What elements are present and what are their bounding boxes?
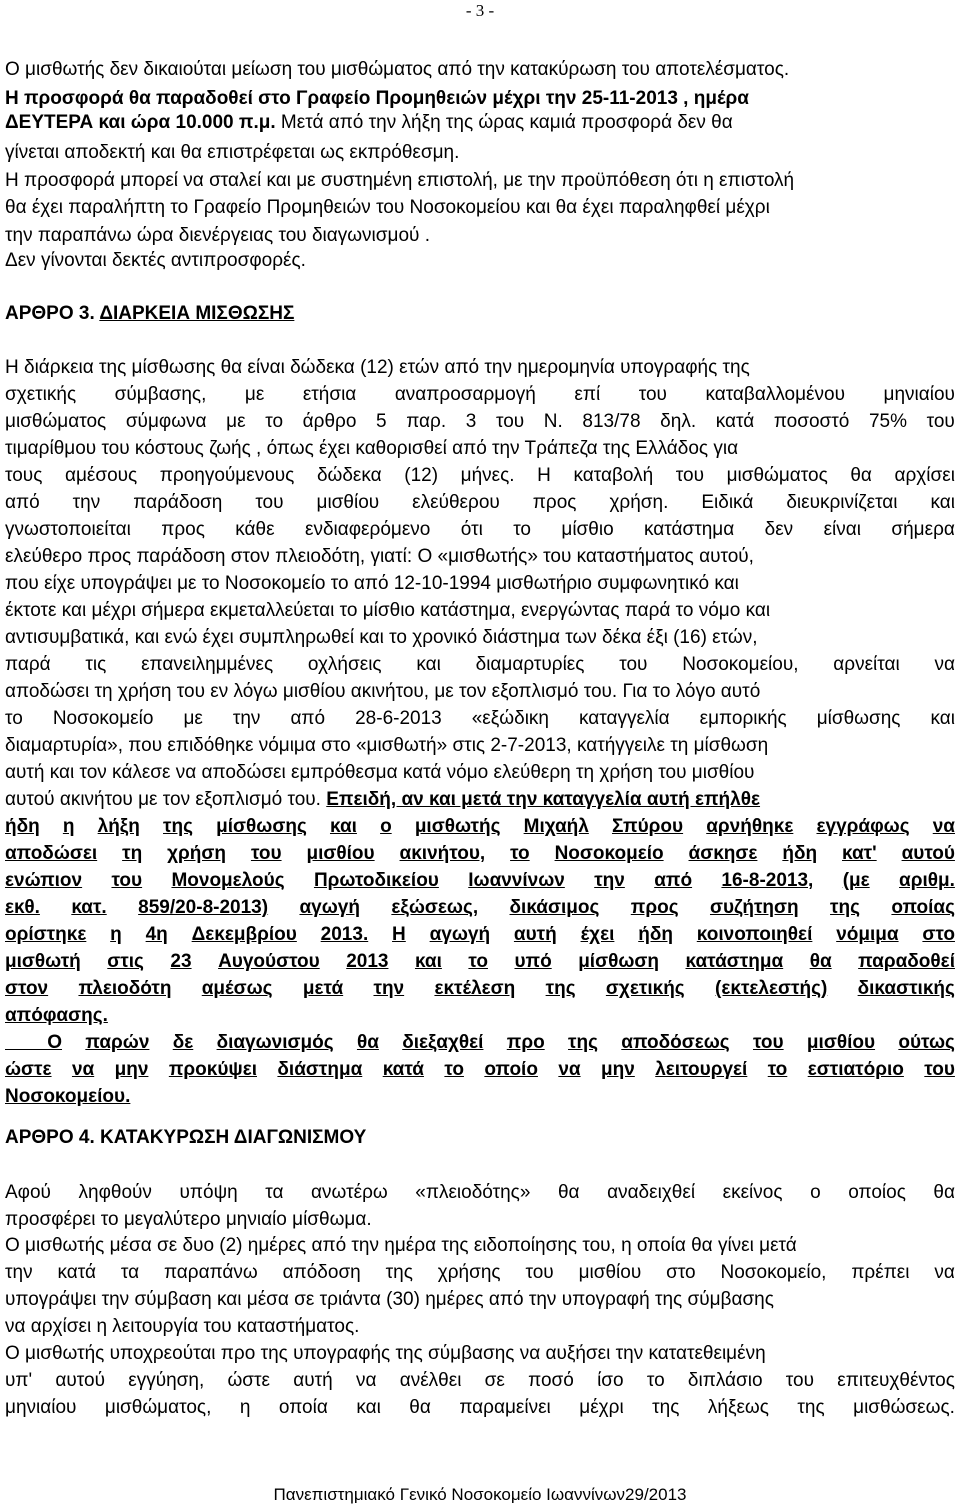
word: υπόψη bbox=[179, 1182, 238, 1203]
text-segment: αυτού ακινήτου με τον εξοπλισμό του. bbox=[5, 789, 327, 810]
word: το bbox=[646, 1370, 665, 1391]
word: 28-6-2013 bbox=[355, 708, 442, 729]
word: της bbox=[830, 897, 861, 918]
word: μηνιαίου bbox=[5, 1397, 77, 1418]
word: να bbox=[71, 1059, 95, 1080]
word: Αυγούστου bbox=[218, 951, 320, 972]
word: διάστημα bbox=[277, 1059, 363, 1080]
word: το bbox=[510, 843, 530, 864]
word: σύμφωνα bbox=[125, 411, 207, 432]
text-line: υπογράψει την σύμβαση και μέσα σε τριάντα (30) ημέρες από την υπογραφή της σύμβασης bbox=[5, 1289, 774, 1310]
word: σύμβασης, bbox=[114, 384, 207, 405]
word: κατά bbox=[715, 411, 755, 432]
word: 23 bbox=[170, 951, 192, 972]
word: μίσθωση bbox=[578, 951, 660, 972]
word: κατά bbox=[382, 1059, 424, 1080]
word: 813/78 bbox=[582, 411, 641, 432]
word: και bbox=[416, 654, 441, 675]
word: παρά bbox=[5, 654, 51, 675]
word: από bbox=[5, 492, 40, 513]
text-line bbox=[5, 869, 955, 893]
word: αποδόσεως bbox=[621, 1032, 730, 1053]
word: μίσθιο bbox=[561, 519, 614, 540]
word: διαμαρτυρίες bbox=[475, 654, 585, 675]
word: υπ' bbox=[5, 1370, 33, 1391]
word: ούτως bbox=[898, 1032, 955, 1053]
word: αμέσως bbox=[201, 978, 273, 999]
text-line bbox=[5, 302, 294, 326]
word: άσκησε bbox=[688, 843, 758, 864]
word: σε bbox=[484, 1370, 505, 1391]
word: σχετικής bbox=[5, 384, 77, 405]
word: του bbox=[255, 492, 284, 513]
word: εστιατόριο bbox=[807, 1059, 904, 1080]
word: αρχίσει bbox=[894, 465, 955, 486]
word: παρ. bbox=[406, 411, 447, 432]
word: δεν bbox=[764, 519, 794, 540]
word: εκτέλεση bbox=[434, 978, 516, 999]
text-line bbox=[5, 464, 955, 488]
text-line: Δεν γίνονται δεκτές αντιπροσφορές. bbox=[5, 250, 306, 271]
text-line: Ο μισθωτής δεν δικαιούται μείωση του μισθώματος από την κατακύρωση του αποτελέσματος. bbox=[5, 59, 790, 80]
word: οποία bbox=[278, 1397, 328, 1418]
word: ορίστηκε bbox=[5, 924, 87, 945]
word: ελεύθερου bbox=[412, 492, 500, 513]
word: και bbox=[930, 492, 955, 513]
word: κατ' bbox=[842, 843, 877, 864]
text-line bbox=[5, 896, 955, 920]
word: με bbox=[244, 384, 265, 405]
word: Η bbox=[392, 924, 406, 945]
text-line bbox=[5, 815, 955, 839]
word: αυτή bbox=[293, 1370, 333, 1391]
word: γνωστοποιείται bbox=[5, 519, 131, 540]
word: παράδοση bbox=[133, 492, 223, 513]
word: κατάστημα bbox=[644, 519, 735, 540]
text-line: Η προσφορά θα παραδοθεί στο Γραφείο Προμηθειών μέχρι την 25-11-2013 , ημέρα bbox=[5, 88, 749, 109]
word: τις bbox=[85, 654, 107, 675]
text-line bbox=[5, 788, 760, 812]
word: την bbox=[5, 1262, 33, 1283]
text-line: θα έχει παραλήπτη το Γραφείο Προμηθειών του Νοσοκομείου και θα έχει παραληφθεί μέχρι bbox=[5, 197, 770, 218]
word: αμέσους bbox=[64, 465, 138, 486]
word: υπό bbox=[514, 951, 552, 972]
text-line: Ο μισθωτής υποχρεούται προ της υπογραφής της σύμβασης να αυξήσει την κατατεθειμένη bbox=[5, 1343, 766, 1364]
word: ποσό bbox=[528, 1370, 574, 1391]
word: διεξαχθεί bbox=[402, 1032, 484, 1053]
word: άρθρο bbox=[302, 411, 357, 432]
word: θα bbox=[356, 1032, 379, 1053]
word: και bbox=[329, 816, 357, 837]
word: να bbox=[932, 816, 955, 837]
word: «εξώδικη bbox=[471, 708, 549, 729]
text-line: αυτή και τον κάλεσε να αποδώσει εμπρόθεσμα κατά νόμο ελεύθερη τη χρήση του μισθίου bbox=[5, 762, 755, 783]
word: το bbox=[468, 951, 488, 972]
text-line: που είχε υπογράψει με το Νοσοκομείο το από 12-10-1994 μισθωτήριο συμφωνητικό και bbox=[5, 573, 739, 594]
text-segment: ΑΡΘΡΟ 3. bbox=[5, 303, 100, 324]
text-line: Ο μισθωτής μέσα σε δυο (2) ημέρες από την ημέρα της ειδοποίησης του, η οποία θα γίνει μετά bbox=[5, 1235, 797, 1256]
word: παραπάνω bbox=[163, 1262, 258, 1283]
word: Αφού bbox=[5, 1182, 51, 1203]
text-line bbox=[5, 383, 955, 407]
word: δικαστικής bbox=[857, 978, 955, 999]
word: σχετικής bbox=[605, 978, 685, 999]
word: μισθωτής bbox=[414, 816, 501, 837]
word: 859/20-8-2013) bbox=[138, 897, 269, 918]
word: ήδη bbox=[5, 816, 40, 837]
text-segment: ΔΕΥΤΕΡΑ και ώρα 10.000 π.μ. bbox=[5, 112, 276, 133]
word: της bbox=[652, 1397, 680, 1418]
word: του bbox=[495, 411, 525, 432]
word: εγγράφως bbox=[816, 816, 910, 837]
word: εγγύηση, bbox=[128, 1370, 205, 1391]
text-line bbox=[5, 111, 733, 135]
word: ενδιαφερόμενο bbox=[304, 519, 431, 540]
word: Νοσοκομείο bbox=[554, 843, 664, 864]
word: Σπύρου bbox=[611, 816, 684, 837]
word: αγωγή bbox=[299, 897, 360, 918]
word: να bbox=[934, 1262, 955, 1283]
word: ο bbox=[380, 816, 392, 837]
word: της bbox=[385, 1262, 413, 1283]
word: μισθίου bbox=[316, 492, 380, 513]
word: εκείνος bbox=[722, 1182, 783, 1203]
word: ποσοστό bbox=[773, 411, 850, 432]
text-line: έκτοτε και μέχρι σήμερα εκμεταλλεύεται το μίσθιο κατάστημα, ενεργώντας παρά το νόμο και bbox=[5, 600, 771, 621]
word: Ειδικά bbox=[701, 492, 754, 513]
text-line: την παραπάνω ώρα διενέργειας του διαγωνισμού . bbox=[5, 225, 430, 246]
word: στο bbox=[666, 1262, 696, 1283]
word: οχλήσεις bbox=[307, 654, 382, 675]
word: οποίο bbox=[484, 1059, 538, 1080]
word: του bbox=[619, 654, 648, 675]
word: απόδοση bbox=[282, 1262, 361, 1283]
word: αυτού bbox=[55, 1370, 105, 1391]
word: ανωτέρω bbox=[311, 1182, 388, 1203]
word: της bbox=[797, 1397, 825, 1418]
word: «πλειοδότης» bbox=[415, 1182, 531, 1203]
text-line bbox=[5, 410, 955, 434]
word: πρέπει bbox=[851, 1262, 910, 1283]
text-line: Η προσφορά μπορεί να σταλεί και με συστημένη επιστολή, με την προϋπόθεση ότι η επιστολή bbox=[5, 170, 795, 191]
word: προ bbox=[506, 1032, 545, 1053]
word: ήδη bbox=[638, 924, 673, 945]
word: κατ. bbox=[71, 897, 107, 918]
word: το bbox=[444, 1059, 464, 1080]
word: Ιωαννίνων bbox=[468, 870, 565, 891]
word: Η bbox=[537, 465, 551, 486]
word: διευκρινίζεται bbox=[786, 492, 898, 513]
word: μετά bbox=[302, 978, 344, 999]
word: αριθμ. bbox=[899, 870, 955, 891]
word: τους bbox=[5, 465, 43, 486]
word: Νοσοκομείο, bbox=[720, 1262, 827, 1283]
word: να bbox=[355, 1370, 377, 1391]
word: μισθίου bbox=[578, 1262, 642, 1283]
text-line bbox=[5, 1058, 955, 1082]
word: Νοσοκομείο bbox=[52, 708, 154, 729]
word: 5 bbox=[376, 411, 387, 432]
word: δε bbox=[172, 1032, 194, 1053]
text-segment: Μετά από την λήξη της ώρας καμιά προσφορά δεν θα bbox=[275, 112, 733, 133]
word: ότι bbox=[460, 519, 483, 540]
word: τη bbox=[122, 843, 143, 864]
word: Ν. bbox=[543, 411, 563, 432]
word: την bbox=[594, 870, 625, 891]
word: καταγγελία bbox=[578, 708, 670, 729]
word: στο bbox=[922, 924, 955, 945]
word: εμπορικής bbox=[699, 708, 787, 729]
text-line bbox=[5, 1369, 955, 1393]
text-line bbox=[5, 1396, 955, 1420]
text-segment: Επειδή, αν και μετά την καταγγελία αυτή επήλθε bbox=[326, 789, 761, 810]
word: και bbox=[930, 708, 955, 729]
text-line: απόφασης. bbox=[5, 1005, 108, 1026]
word: ετήσια bbox=[302, 384, 357, 405]
word: μέχρι bbox=[579, 1397, 624, 1418]
word: κοινοποιηθεί bbox=[696, 924, 813, 945]
word: η bbox=[110, 924, 122, 945]
word: της bbox=[568, 1032, 598, 1053]
word: χρήση. bbox=[609, 492, 669, 513]
word: μην bbox=[114, 1059, 149, 1080]
word: το bbox=[513, 519, 531, 540]
word: μισθώσεως. bbox=[853, 1397, 955, 1418]
word: οποίας bbox=[891, 897, 955, 918]
word: σήμερα bbox=[891, 519, 955, 540]
word: 16-8-2013, bbox=[721, 870, 814, 891]
word: το bbox=[265, 411, 284, 432]
word: μισθίου bbox=[306, 843, 375, 864]
text-line: προσφέρει το μεγαλύτερο μηνιαίο μίσθωμα. bbox=[5, 1209, 372, 1230]
word: θα bbox=[933, 1182, 955, 1203]
word: δώδεκα bbox=[316, 465, 382, 486]
word: αναδειχθεί bbox=[607, 1182, 696, 1203]
word: το bbox=[767, 1059, 788, 1080]
word: μήνες. bbox=[460, 465, 515, 486]
word: χρήση bbox=[167, 843, 227, 864]
word: το bbox=[5, 708, 23, 729]
text-line bbox=[5, 842, 955, 866]
word: ακινήτου, bbox=[399, 843, 486, 864]
word: Μιχαήλ bbox=[523, 816, 589, 837]
text-line bbox=[5, 518, 955, 542]
word: Νοσοκομείου, bbox=[682, 654, 799, 675]
word: προς bbox=[630, 897, 679, 918]
word: κατά bbox=[57, 1262, 96, 1283]
word: Μονομελούς bbox=[171, 870, 285, 891]
word: 2013 bbox=[346, 951, 389, 972]
word: επιτευχθέντος bbox=[837, 1370, 955, 1391]
word: η bbox=[239, 1397, 251, 1418]
word: αυτού bbox=[901, 843, 955, 864]
word: του bbox=[752, 1032, 784, 1053]
word: ληφθούν bbox=[78, 1182, 152, 1203]
page-number: - 3 - bbox=[465, 1, 495, 20]
word: και bbox=[356, 1397, 381, 1418]
word: ώστε bbox=[5, 1059, 52, 1080]
word: προηγούμενους bbox=[159, 465, 295, 486]
word: ανέλθει bbox=[399, 1370, 462, 1391]
word: να bbox=[934, 654, 955, 675]
text-line bbox=[5, 707, 955, 731]
word: αγωγή bbox=[429, 924, 491, 945]
word: εξώσεως, bbox=[391, 897, 479, 918]
text-line: να αρχίσει η λειτουργία του καταστήματος. bbox=[5, 1316, 360, 1337]
word: καταβολή bbox=[573, 465, 654, 486]
word: είναι bbox=[823, 519, 861, 540]
word: αναπροσαρμογή bbox=[394, 384, 536, 405]
word: του bbox=[785, 1370, 814, 1391]
word: διαγωνισμός bbox=[216, 1032, 334, 1053]
word: αυτή bbox=[513, 924, 557, 945]
word: 75% bbox=[868, 411, 907, 432]
word: του bbox=[525, 1262, 554, 1283]
text-line: Νοσοκομείου. bbox=[5, 1086, 131, 1107]
text-line bbox=[5, 950, 955, 974]
word: αποδώσει bbox=[5, 843, 98, 864]
word: την bbox=[232, 708, 261, 729]
word: μισθώματος, bbox=[104, 1397, 212, 1418]
word: στον bbox=[5, 978, 49, 999]
text-line: ελεύθερο προς παράδοση στον πλειοδότη, γιατί: Ο «μισθωτής» του καταστήματος αυτού, bbox=[5, 546, 754, 567]
word: προς bbox=[532, 492, 577, 513]
word: μισθωτή bbox=[5, 951, 81, 972]
word: μισθώματος bbox=[5, 411, 107, 432]
word: εκθ. bbox=[5, 897, 40, 918]
word: Ο bbox=[5, 1032, 63, 1053]
word: χρήσης bbox=[437, 1262, 501, 1283]
text-line: γίνεται αποδεκτή και θα επιστρέφεται ως εκπρόθεσμη. bbox=[5, 142, 460, 163]
word: με bbox=[183, 708, 203, 729]
text-line: αποδώσει τη χρήση του εν λόγω μισθίου ακινήτου, με τον εξοπλισμό του. Για το λόγο αυτό bbox=[5, 681, 761, 702]
word: μίσθωσης bbox=[816, 708, 901, 729]
word: διπλάσιο bbox=[687, 1370, 763, 1391]
word: η bbox=[62, 816, 75, 837]
word: ενώπιον bbox=[5, 870, 83, 891]
text-line: ΑΡΘΡΟ 4. ΚΑΤΑΚΥΡΩΣΗ ΔΙΑΓΩΝΙΣΜΟΥ bbox=[5, 1127, 367, 1148]
word: της bbox=[163, 816, 193, 837]
word: τα bbox=[120, 1262, 140, 1283]
word: θα bbox=[409, 1397, 431, 1418]
word: λειτουργεί bbox=[655, 1059, 748, 1080]
word: παραμείνει bbox=[459, 1397, 551, 1418]
page-footer: Πανεπιστημιακό Γενικό Νοσοκομείο Ιωαννίνων29/2013 bbox=[273, 1485, 687, 1504]
word: Δεκεμβρίου bbox=[191, 924, 297, 945]
word: την bbox=[373, 978, 405, 999]
text-segment: ΔΙΑΡΚΕΙΑ ΜΙΣΘΩΣΗΣ bbox=[99, 303, 295, 324]
word: έχει bbox=[580, 924, 615, 945]
word: επανειλημμένες bbox=[141, 654, 274, 675]
word: από bbox=[654, 870, 693, 891]
word: μίσθωσης bbox=[216, 816, 307, 837]
text-line bbox=[5, 1261, 955, 1285]
word: κάθε bbox=[235, 519, 275, 540]
word: θα bbox=[809, 951, 832, 972]
word: 3 bbox=[465, 411, 477, 432]
word: ο bbox=[810, 1182, 821, 1203]
word: του bbox=[638, 384, 667, 405]
word: ήδη bbox=[782, 843, 818, 864]
word: Πρωτοδικείου bbox=[313, 870, 439, 891]
word: κατάστημα bbox=[685, 951, 784, 972]
word: και bbox=[414, 951, 442, 972]
text-line: διαμαρτυρία», που επιδόθηκε νόμιμα στο «μισθωτή» στις 2-7-2013, κατήγγειλε τη μίσθωση bbox=[5, 735, 769, 756]
text-line bbox=[5, 1181, 955, 1205]
word: προκύψει bbox=[168, 1059, 257, 1080]
word: (εκτελεστής) bbox=[715, 978, 828, 999]
text-line: Η διάρκεια της μίσθωσης θα είναι δώδεκα (12) ετών από την ημερομηνία υπογραφής της bbox=[5, 357, 750, 378]
word: από bbox=[290, 708, 326, 729]
word: πλειοδότη bbox=[78, 978, 172, 999]
text-line bbox=[5, 1031, 955, 1055]
text-line: αντισυμβατικά, και ενώ έχει συμπληρωθεί και το χρονικό διάστημα των δέκα έξι (16) ετών, bbox=[5, 627, 758, 648]
word: του bbox=[926, 411, 955, 432]
word: αρνείται bbox=[833, 654, 900, 675]
word: συζήτηση bbox=[709, 897, 799, 918]
word: 2013. bbox=[320, 924, 369, 945]
word: στις bbox=[107, 951, 144, 972]
word: δικάσιμος bbox=[509, 897, 600, 918]
text-line bbox=[5, 923, 955, 947]
word: μην bbox=[601, 1059, 635, 1080]
word: με bbox=[226, 411, 246, 432]
word: του bbox=[111, 870, 143, 891]
word: λήξη bbox=[97, 816, 140, 837]
word: μισθίου bbox=[806, 1032, 876, 1053]
word: του bbox=[250, 843, 282, 864]
word: καταβαλλομένου bbox=[705, 384, 845, 405]
word: του bbox=[924, 1059, 955, 1080]
word: οποίος bbox=[848, 1182, 906, 1203]
word: θα bbox=[850, 465, 872, 486]
word: επί bbox=[574, 384, 601, 405]
text-line bbox=[5, 977, 955, 1001]
word: (με bbox=[842, 870, 870, 891]
word: τα bbox=[265, 1182, 284, 1203]
word: θα bbox=[557, 1182, 580, 1203]
word: παρών bbox=[85, 1032, 150, 1053]
word: την bbox=[72, 492, 101, 513]
text-line bbox=[5, 491, 955, 515]
word: νόμιμα bbox=[836, 924, 899, 945]
word: δηλ. bbox=[660, 411, 697, 432]
word: μηνιαίου bbox=[883, 384, 955, 405]
word: ίσο bbox=[597, 1370, 624, 1391]
word: προς bbox=[161, 519, 205, 540]
word: ώστε bbox=[227, 1370, 271, 1391]
word: (12) bbox=[404, 465, 439, 486]
text-line: τιμαρίθμου του κόστους ζωής , όπως έχει καθορισθεί από την Τράπεζα της Ελλάδος για bbox=[5, 438, 739, 459]
word: 4η bbox=[145, 924, 168, 945]
word: της bbox=[545, 978, 576, 999]
word: λήξεως bbox=[707, 1397, 769, 1418]
text-line bbox=[5, 653, 955, 677]
word: του bbox=[675, 465, 704, 486]
word: μισθώματος bbox=[726, 465, 828, 486]
word: αρνήθηκε bbox=[706, 816, 794, 837]
word: παραδοθεί bbox=[858, 951, 955, 972]
word: να bbox=[558, 1059, 581, 1080]
